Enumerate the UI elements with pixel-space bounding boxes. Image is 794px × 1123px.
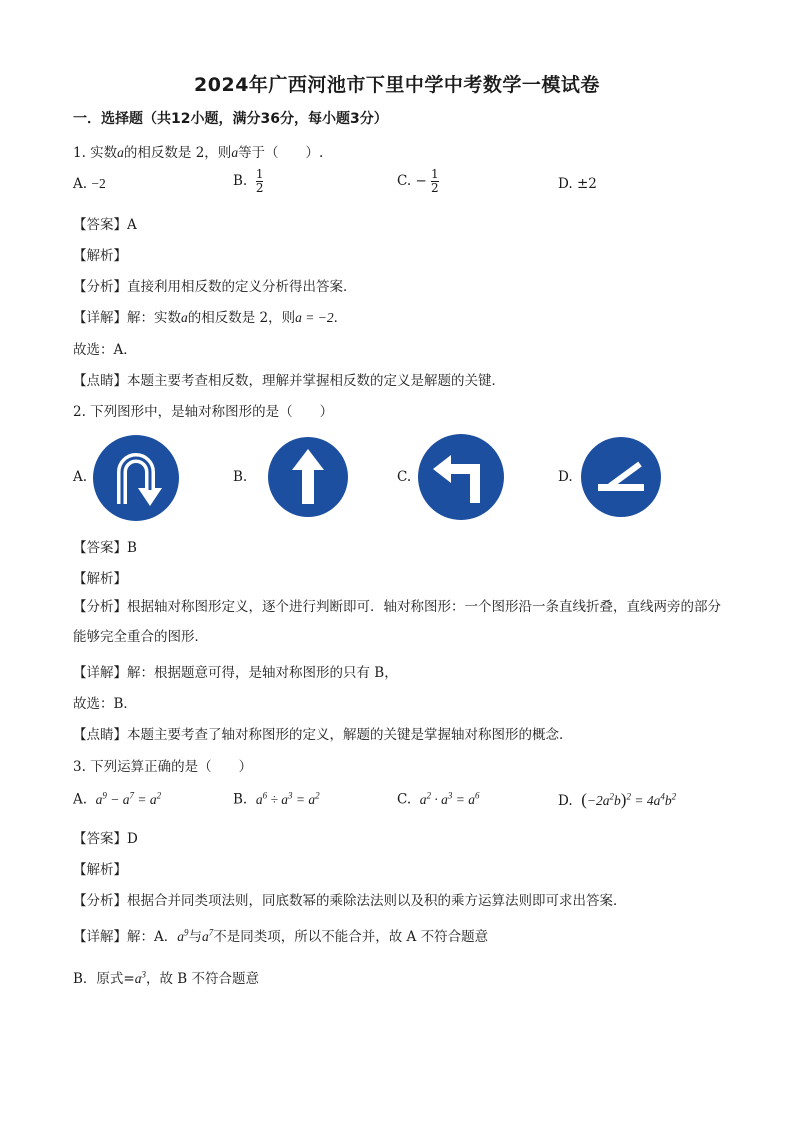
q3-fenxi: 【分析】根据合并同类项法则，同底数幂的乘除法法则以及积的乘方运算法则即可求出答案．: [73, 893, 627, 909]
q1-option-b: B. $\frac{1}{2}$: [233, 167, 264, 195]
q2-answer: 【答案】B: [73, 540, 137, 556]
q2-analysis-tag: 【解析】: [73, 571, 127, 587]
q2-option-a-label: A.: [73, 469, 88, 485]
q1-option-d: D. ±2: [558, 176, 597, 192]
fraction: $\frac{1}{2}$: [431, 167, 439, 195]
q2-option-d-label: D.: [558, 469, 573, 485]
q1-analysis-tag: 【解析】: [73, 248, 127, 264]
q3-option-c-formula: $a^2 \cdot a^3 = a^6$: [419, 790, 480, 807]
q1-stem: 1. 实数a的相反数是 2，则a等于（ ）.: [73, 145, 324, 161]
q3-option-d: D. $(-2a^2b)^2 = 4a^4b^2$: [558, 790, 677, 809]
q3-option-a-formula: $a^9 - a^7 = a^2$: [95, 790, 162, 807]
q2-stem: 2. 下列图形中，是轴对称图形的是（ ）: [73, 404, 334, 420]
q1-choose: 故选：A．: [73, 342, 137, 358]
q3-answer: 【答案】D: [73, 831, 138, 847]
q3-detail: 【详解】解：A．$a^9$与$a^7$不是同类项，所以不能合并，故 A 不符合题意: [73, 927, 489, 945]
q3-option-a: A. $a^9 - a^7 = a^2$: [73, 790, 162, 808]
straight-arrow-sign-icon: [267, 436, 349, 518]
q2-choose: 故选：B．: [73, 696, 137, 712]
left-turn-sign-icon: [417, 433, 505, 521]
q3-stem: 3. 下列运算正确的是（ ）: [73, 759, 253, 775]
q2-option-c-label: C.: [397, 469, 412, 485]
page-title: 2024年广西河池市下里中学中考数学一模试卷: [194, 74, 600, 96]
q3-analysis-tag: 【解析】: [73, 862, 127, 878]
fraction: $\frac{1}{2}$: [255, 167, 264, 195]
q3-option-d-formula: $(-2a^2b)^2 = 4a^4b^2$: [581, 790, 677, 809]
q2-comment: 【点睛】本题主要考查了轴对称图形的定义，解题的关键是掌握轴对称图形的概念．: [73, 727, 573, 743]
q1-comment: 【点睛】本题主要考查相反数，理解并掌握相反数的定义是解题的关键．: [73, 373, 505, 389]
u-turn-sign-icon: [92, 434, 180, 522]
q1-option-a: A. −2: [73, 176, 106, 192]
q1-option-c: C. − $\frac{1}{2}$: [397, 167, 439, 195]
q1-detail: 【详解】解：实数a的相反数是 2，则a = −2．: [73, 310, 348, 326]
merge-sign-icon: [580, 436, 662, 518]
q1-fenxi: 【分析】直接利用相反数的定义分析得出答案．: [73, 279, 357, 295]
q2-detail: 【详解】解：根据题意可得，是轴对称图形的只有 B，: [73, 665, 398, 681]
q3-option-b-formula: $a^6 \div a^3 = a^2$: [255, 790, 320, 807]
q2-fenxi: 【分析】根据轴对称图形定义，逐个进行判断即可．轴对称图形：一个图形沿一条直线折叠，直线两旁的部分能够完全重合的图形．: [73, 599, 721, 645]
q1-answer: 【答案】A: [73, 217, 137, 233]
q2-option-b-label: B.: [233, 469, 248, 485]
q3-option-b: B. $a^6 \div a^3 = a^2$: [233, 790, 320, 808]
q3-b-explanation: B．原式$=a^3$，故 B 不符合题意: [73, 969, 259, 987]
section-heading: 一．选择题（共12小题，满分36分，每小题3分）: [73, 111, 388, 127]
q3-option-c: C. $a^2 \cdot a^3 = a^6$: [397, 790, 480, 808]
